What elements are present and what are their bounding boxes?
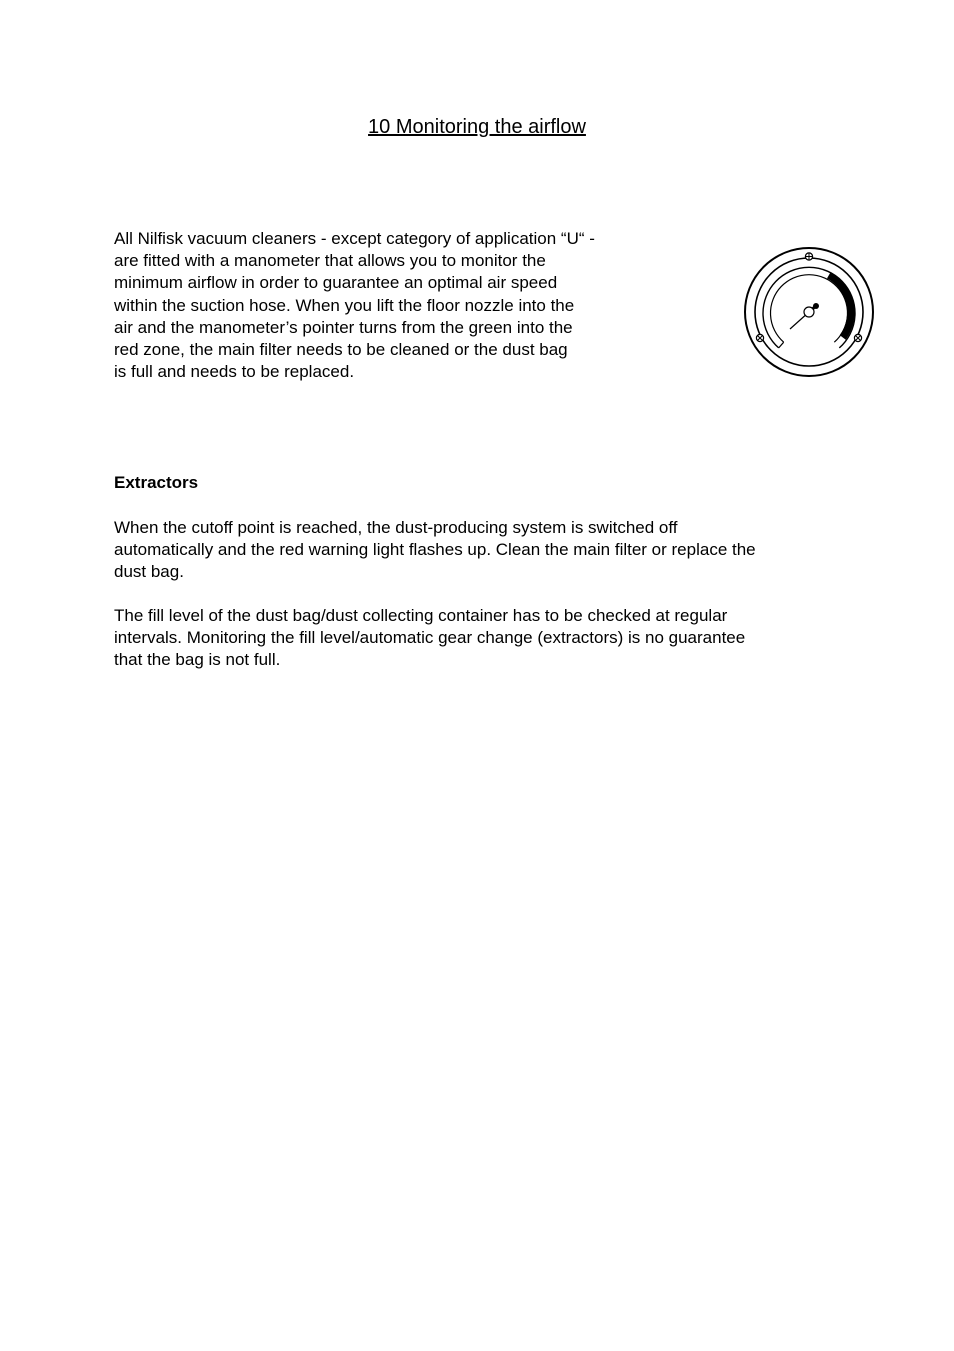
manometer-gauge-icon <box>743 246 875 378</box>
extractors-paragraph-2 <box>114 605 854 672</box>
section-heading-extractors: Extractors <box>114 473 199 492</box>
intro-line: is full and needs to be replaced. <box>114 362 355 382</box>
intro-line: All Nilfisk vacuum cleaners - except category of application “U“ - <box>114 229 595 248</box>
intro-line: within the suction hose. When you lift the floor nozzle into the <box>114 295 575 315</box>
paragraph-line: that the bag is not full. <box>114 650 281 670</box>
intro-line: red zone, the main filter needs to be cleaned or the dust bag <box>114 340 568 360</box>
paragraph-line: dust bag. <box>114 562 184 582</box>
paragraph-line: The fill level of the dust bag/dust collecting container has to be checked at regular <box>114 606 728 625</box>
screw-right-icon <box>854 334 861 341</box>
intro-line: minimum airflow in order to guarantee an optimal air speed <box>114 273 558 293</box>
intro-line: are fitted with a manometer that allows you to monitor the <box>114 251 546 271</box>
intro-line: air and the manometer’s pointer turns from the green into the <box>114 317 573 337</box>
paragraph-line: automatically and the red warning light flashes up. Clean the main filter or replace the <box>114 540 756 560</box>
paragraph-line: intervals. Monitoring the fill level/automatic gear change (extractors) is no guarantee <box>114 628 746 648</box>
screw-top-icon <box>805 253 812 260</box>
page-title: 10 Monitoring the airflow <box>368 116 586 138</box>
intro-paragraph <box>114 228 674 383</box>
screw-left-icon <box>756 334 763 341</box>
paragraph-line: When the cutoff point is reached, the dust-producing system is switched off <box>114 518 678 537</box>
extractors-paragraph-1 <box>114 517 854 584</box>
